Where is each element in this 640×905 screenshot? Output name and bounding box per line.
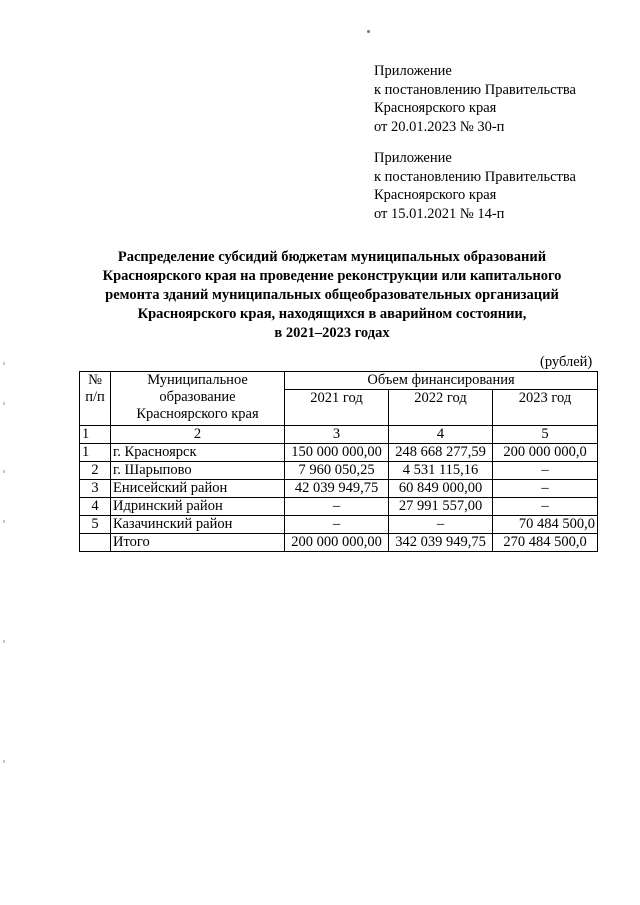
amount-2023: – (493, 480, 598, 498)
title-line: в 2021–2023 годах (274, 325, 390, 341)
column-number: 5 (493, 426, 598, 444)
header-text: образование (159, 389, 236, 405)
header-text: Муниципальное (147, 372, 248, 388)
column-number: 4 (389, 426, 493, 444)
appendix-date-number: от 15.01.2021 № 14-п (374, 205, 505, 222)
table-row (80, 444, 598, 462)
appendix-region: Красноярского края (374, 100, 497, 116)
header-year-2021: 2021 год (285, 390, 389, 426)
row-number: 5 (80, 516, 111, 534)
table-row (80, 516, 598, 534)
total-2023: 270 484 500,0 (493, 534, 598, 552)
municipality-name: г. Красноярск (111, 444, 285, 462)
title-line: Красноярского края на проведение реконструкции или капитального (102, 268, 562, 284)
appendix-label: Приложение (374, 150, 452, 166)
amount-2021: – (285, 498, 389, 516)
amount-2021: 150 000 000,00 (285, 444, 389, 462)
amount-2023: – (493, 462, 598, 480)
header-year-2022: 2022 год (389, 390, 493, 426)
table-row (80, 462, 598, 480)
municipality-name: Казачинский район (111, 516, 285, 534)
table-row (80, 480, 598, 498)
amount-2022: 27 991 557,00 (389, 498, 493, 516)
amount-2022: 4 531 115,16 (389, 462, 493, 480)
municipality-name: г. Шарыпово (111, 462, 285, 480)
document-title (80, 248, 584, 343)
column-number: 1 (80, 426, 111, 444)
title-line: Распределение субсидий бюджетам муниципальных образований (117, 249, 547, 265)
column-number: 3 (285, 426, 389, 444)
column-number-row (80, 426, 598, 444)
table-row (80, 498, 598, 516)
header-funding-volume: Объем финансирования (285, 372, 598, 390)
row-number-empty (80, 534, 111, 552)
header-text: № (88, 372, 102, 388)
amount-2021: 42 039 949,75 (285, 480, 389, 498)
municipality-name: Енисейский район (111, 480, 285, 498)
appendix-reference: к постановлению Правительства (374, 168, 576, 185)
appendix-note-original (374, 149, 576, 223)
amount-2023: 200 000 000,0 (493, 444, 598, 462)
appendix-date-number: от 20.01.2023 № 30-п (374, 118, 505, 135)
row-number: 3 (80, 480, 111, 498)
total-2021: 200 000 000,00 (285, 534, 389, 552)
row-number: 1 (80, 444, 111, 462)
amount-2022: 248 668 277,59 (389, 444, 493, 462)
appendix-label: Приложение (374, 63, 452, 79)
row-number: 2 (80, 462, 111, 480)
amount-2022: – (389, 516, 493, 534)
amount-2023: – (493, 498, 598, 516)
row-number: 4 (80, 498, 111, 516)
total-row (80, 534, 598, 552)
header-year-2023: 2023 год (493, 390, 598, 426)
header-text: п/п (85, 389, 105, 405)
table-header-row (80, 372, 598, 390)
total-2022: 342 039 949,75 (389, 534, 493, 552)
title-line: Красноярского края, находящихся в аварийном состоянии, (137, 306, 527, 322)
amount-2021: – (285, 516, 389, 534)
title-line: ремонта зданий муниципальных общеобразовательных организаций (105, 287, 559, 303)
stray-mark (367, 30, 370, 33)
header-text: Красноярского края (136, 406, 259, 422)
header-municipality (111, 372, 285, 426)
appendix-region: Красноярского края (374, 187, 497, 203)
appendix-reference: к постановлению Правительства (374, 81, 576, 98)
units-label: (рублей) (540, 354, 593, 370)
total-label: Итого (111, 534, 285, 552)
amount-2023: 70 484 500,0 (493, 516, 598, 534)
appendix-note-current (374, 62, 576, 136)
amount-2022: 60 849 000,00 (389, 480, 493, 498)
amount-2021: 7 960 050,25 (285, 462, 389, 480)
column-number: 2 (111, 426, 285, 444)
municipality-name: Идринский район (111, 498, 285, 516)
header-row-number (80, 372, 111, 426)
subsidy-distribution-table (79, 371, 598, 552)
